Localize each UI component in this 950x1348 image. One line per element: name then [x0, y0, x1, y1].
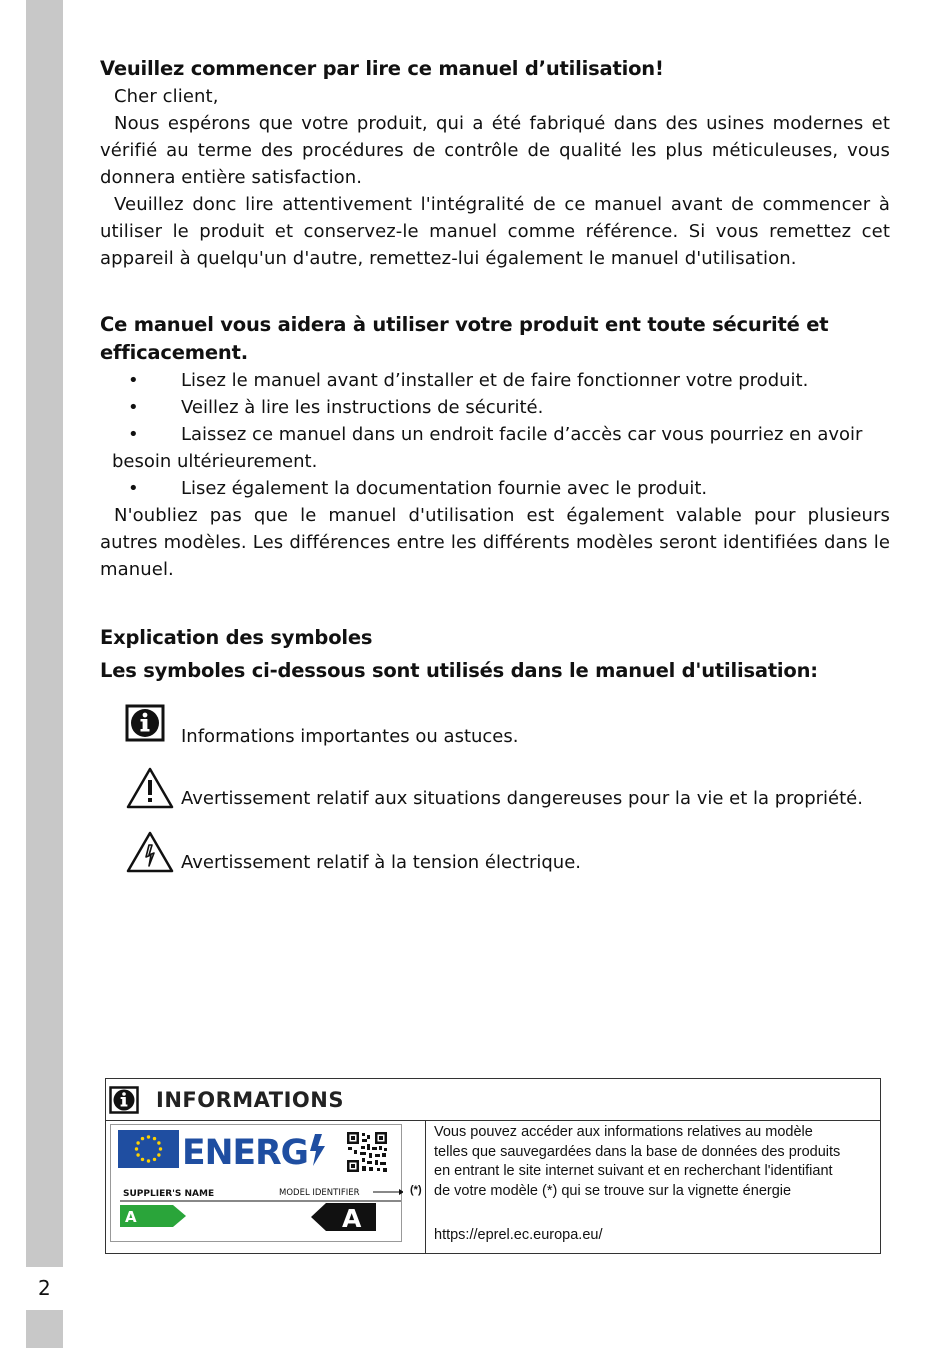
energy-label-graphic [111, 1125, 403, 1243]
symbol-info-text: Informations importantes ou astuces. [181, 726, 519, 747]
symbol-row-info [125, 704, 519, 747]
symbol-warning-text: Avertissement relatif aux situations dangereuses pour la vie et la propriété. [181, 788, 863, 809]
label-marker: (*) [410, 1184, 422, 1196]
page-side-bar [26, 0, 63, 1267]
model-identifier: MODEL IDENTIFIER [279, 1188, 360, 1198]
electric-warning-icon [125, 830, 175, 874]
symbol-row-electric [125, 830, 581, 874]
energy-class-small: A [125, 1208, 137, 1226]
information-box [105, 1078, 881, 1254]
guide-bullet [100, 394, 890, 421]
intro-heading: Veuillez commencer par lire ce manuel d’utilisation! [100, 57, 664, 80]
bullet-text: Lisez le manuel avant d’installer et de faire fonctionner votre produit. [181, 370, 809, 391]
energy-class-big: A [342, 1204, 362, 1233]
information-box-title: INFORMATIONS [156, 1088, 344, 1112]
energy-label-area [106, 1121, 426, 1253]
symbols-subheading: Les symboles ci-dessous sont utilisés dans le manuel d'utilisation: [100, 659, 818, 682]
bullet-dot: • [128, 424, 139, 445]
guide-note: N'oubliez pas que le manuel d'utilisation est également valable pour plusieurs autres modèles. Les différences entre les différents modèles seront identifiées dans le manuel. [100, 505, 890, 580]
information-text: Vous pouvez accéder aux informations relatives au modèle telles que sauvegardées dans la base de données des produits en entrant le site internet suivant et en recherchant l'identifiant de votre modèle (*) qui se trouve sur la vignette énergie [434, 1124, 841, 1199]
guide-heading: Ce manuel vous aidera à utiliser votre produit ent toute sécurité et efficacement. [100, 313, 829, 364]
bullet-text: Laissez ce manuel dans un endroit facile d’accès car vous pourriez en avoir besoin ultérieurement. [112, 424, 863, 472]
page-number: 2 [38, 1276, 51, 1300]
bullet-dot: • [128, 478, 139, 499]
bullet-dot: • [128, 397, 139, 418]
energy-label [110, 1124, 422, 1242]
main-content [100, 55, 890, 687]
energy-brand-text: ENERG [182, 1133, 308, 1173]
info-icon [125, 704, 167, 744]
qr-code-icon [347, 1132, 387, 1172]
bullet-text: Veillez à lire les instructions de sécurité. [181, 397, 544, 418]
page-side-bar-bottom [26, 1310, 63, 1348]
info-icon [109, 1086, 139, 1114]
intro-paragraph-1: Nous espérons que votre produit, qui a été fabriqué dans des usines modernes et vérifié au terme des procédures de contrôle de qualité les plus méticuleuses, vous donnera entière satisfaction. [100, 113, 890, 188]
eprel-link[interactable]: https://eprel.ec.europa.eu/ [434, 1227, 603, 1243]
warning-icon [125, 766, 175, 810]
information-box-header [106, 1079, 880, 1121]
lightning-icon [310, 1134, 325, 1166]
guide-bullet [100, 475, 890, 502]
bullet-dot: • [128, 370, 139, 391]
bullet-text: Lisez également la documentation fournie avec le produit. [181, 478, 708, 499]
intro-greeting: Cher client, [114, 86, 219, 107]
symbol-electric-text: Avertissement relatif à la tension électrique. [181, 852, 581, 873]
symbols-heading: Explication des symboles [100, 626, 373, 649]
supplier-name: SUPPLIER'S NAME [123, 1189, 215, 1199]
guide-bullet [100, 421, 890, 475]
guide-bullet [100, 367, 890, 394]
intro-paragraph-2: Veuillez donc lire attentivement l'intégralité de ce manuel avant de commencer à utiliser le produit et conservez-le manuel comme référence. Si vous remettez cet appareil à quelqu'un d'autre, remettez-lui également le manuel d'utilisation. [100, 194, 890, 269]
symbol-row-warning [125, 766, 863, 810]
